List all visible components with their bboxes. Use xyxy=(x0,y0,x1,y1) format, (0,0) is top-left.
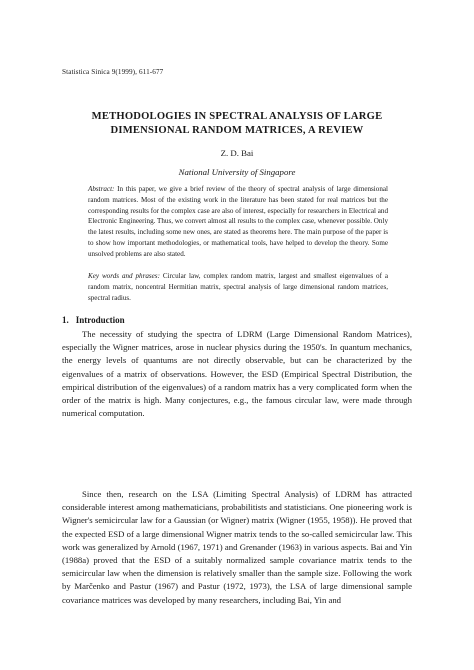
abstract-label: Abstract: xyxy=(88,185,115,193)
abstract-block xyxy=(88,184,388,260)
body-paragraph: Since then, research on the LSA (Limiting Spectral Analysis) of LDRM has attracted considerable interest among mathematicians, probabilitists and statisticians. One pioneering work is Wigner's semicircular law for a Gaussian (or Wigner) matrix (Wigner (1955, 1958)). He proved that the expected ESD of a large dimensional Wigner matrix tends to the so-called semicircular law. This work was generalized by Arnold (1967, 1971) and Grenander (1963) in various aspects. Bai and Yin (1988a) proved that the ESD of a suitably normalized sample covariance matrix tends to the semicircular law when the dimension is relatively smaller than the sample size. Following the work by Marčenko and Pastur (1967) and Pastur (1972, 1973), the LSA of large dimensional sample covariance matrices was developed by many researchers, including Bai, Yin and xyxy=(62,489,412,605)
keywords-text: Circular law, complex random matrix, largest and smallest eigenvalues of a random matrix, noncentral Hermitian matrix, spectral analysis of large dimensional random matrices, spectral radius. xyxy=(88,272,388,302)
section-number: 1. xyxy=(62,315,69,325)
body-paragraph-1-container xyxy=(62,328,412,420)
section-title-text: Introduction xyxy=(75,315,125,325)
title-line-2: DIMENSIONAL RANDOM MATRICES, A REVIEW xyxy=(110,125,364,136)
keywords-block xyxy=(88,271,388,303)
body-paragraph: The necessity of studying the spectra of LDRM (Large Dimensional Random Matrices), especially the Wigner matrices, arose in nuclear physics during the 1950's. In quantum mechanics, the energy levels of quantums are not directly observable, but can be characterized by the eigenvalues of a matrix of observations. However, the ESD (Empirical Spectral Distribution, the empirical distribution of the eigenvalues) of a random matrix has a very complicated form when the order of the matrix is high. Many conjectures, e.g., the famous circular law, were made through numerical computation. xyxy=(62,329,412,419)
keywords-label: Key words and phrases: xyxy=(88,272,160,280)
section-heading xyxy=(62,315,125,325)
author-affiliation: National University of Singapore xyxy=(178,167,296,177)
journal-citation: Statistica Sinica 9(1999), 611-677 xyxy=(62,68,164,76)
author-name: Z. D. Bai xyxy=(220,148,254,158)
body-paragraph-2-container xyxy=(62,488,412,607)
title-line-1: METHODOLOGIES IN SPECTRAL ANALYSIS OF LARGE xyxy=(91,111,383,122)
abstract-text: In this paper, we give a brief review of the theory of spectral analysis of large dimensional random matrices. Most of the existing work in the literature has been stated for real matrices but the corresponding results for the complex case are also of interest, especially for researchers in Electrical and Electronic Engineering. Thus, we convert almost all results to the complex case, whenever possible. Only the latest results, including some new ones, are stated as theorems here. The main purpose of the paper is to show how important methodologies, or mathematical tools, have helped to develop the theory. Some unsolved problems are also stated. xyxy=(88,185,388,258)
paper-title xyxy=(40,110,434,138)
